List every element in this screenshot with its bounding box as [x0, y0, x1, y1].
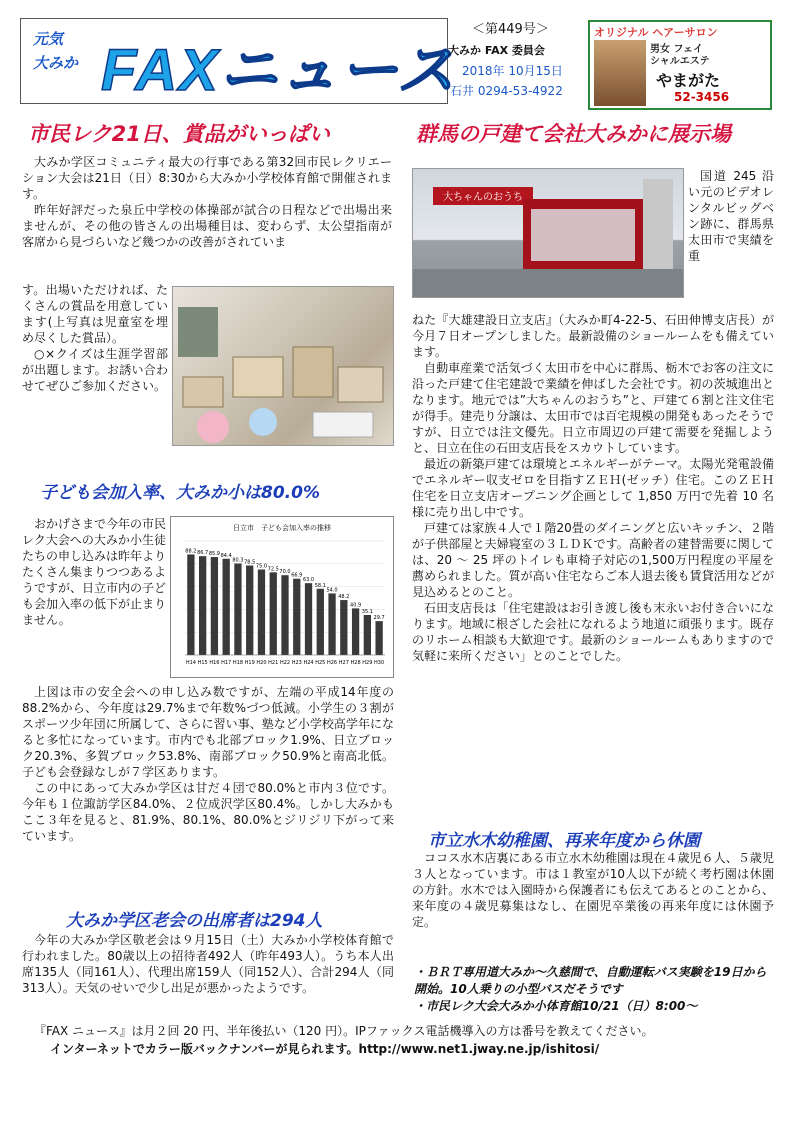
prizes-illustration [173, 287, 394, 446]
chart-category-label: H23 [291, 660, 302, 666]
chart-data-label: 75.0 [255, 563, 268, 570]
chart-bar [305, 583, 312, 655]
article4-p4: 戸建ては家族４人で１階20畳のダイニングと広いキッチン、２階が子供部屋と夫婦寝室の３ＬＤＫです。高齢者の建替需要に関しては、20 ～ 25 坪のトイレも車椅子対応の1,500万円程度の平屋を薦められました。質が高い住宅ならご本人退去後も賃貸活用などが見込めるとのこと。 [412, 521, 774, 599]
chart-data-label: 85.9 [208, 551, 220, 558]
chart-bar [199, 556, 206, 655]
chart-data-label: 70.0 [279, 569, 291, 576]
chart-bar [223, 559, 230, 655]
masthead-title: FAXニュース [101, 38, 457, 103]
article2-side [22, 516, 166, 628]
chart-bar [364, 615, 371, 655]
article2-body [22, 684, 394, 844]
article4-p1a: 国道 245 沿い元のビデオレンタルビッグベン跡に、群馬県太田市で実績を重 [688, 169, 774, 263]
chart-svg [171, 517, 393, 677]
article1-p2a: 昨年好評だった泉丘中学校の体操部が試合の日程などで出場出来ませんが、その他の皆さんの出場種目は、変わらず、太公望指南が客席から見づらいなど幾つかの改善がされていま [22, 203, 392, 249]
article1-side [22, 282, 168, 394]
masthead [20, 18, 457, 104]
chart-data-label: 40.9 [350, 602, 362, 609]
chart-category-label: H24 [303, 660, 314, 666]
notice-brt-bus: ・ＢＲＴ専用道大みか～久慈間で、自動運転バス実験を19日から開始。10人乗りの小型バスだそうです [414, 965, 767, 996]
chart-bar [246, 566, 253, 655]
article1-p2b: す。出場いただければ、たくさんの賞品を用意しています(上写真は児童室を埋め尽くした賞品）。 [22, 283, 168, 345]
prizes-photo [172, 286, 394, 446]
chart-bar [328, 593, 335, 655]
chart-data-label: 48.2 [338, 594, 350, 601]
chart-data-label: 58.1 [314, 582, 326, 589]
headline-kodomokai: 子ども会加入率、大みか小は80.0% [40, 483, 320, 503]
chart-data-label: 72.5 [267, 566, 279, 573]
contact-tel: 石井 0294-53-4922 [450, 84, 563, 98]
chart-category-label: H30 [374, 660, 385, 666]
ad-services: 男女 フェイ シャルエステ [650, 44, 710, 67]
chart-bar [293, 579, 300, 655]
chart-data-label: 88.2 [185, 548, 197, 555]
chart-bar [258, 570, 265, 656]
article5-body [412, 850, 774, 930]
chart-bar [234, 563, 241, 655]
chart-data-label: 66.9 [291, 572, 303, 579]
article4-p2: 自動車産業で活気づく太田市を中心に群馬、栃木でお客の注文に沿った戸建て住宅建設で業績を伸ばした会社です。初の茨城進出となります。地元では”大ちゃんのおうち”と、戸建て６割と注文住宅が得手。建売り分譲は、太田市では百宅規模の開発もあったそうですが、日立では注文優先。日立市周辺の戸建て需要を発掘しようと、日立在住の石田支店長をスカウトしています。 [412, 361, 774, 455]
headline-shimin-rec: 市民レク21日、賞品がいっぱい [28, 122, 330, 146]
article2-p2: 上図は市の安全会への申し込み数ですが、左端の平成14年度の88.2%から、今年度は29.7%まで年数%づつ低減。小学生の３割がスポーツ少年団に所属して、さらに習い事、塾など小学校高学年になると多忙になっています。市内でも北部ブロック1.9%、日立ブロック20.3%、多賀ブロック53.8%、南部ブロック50.9%と南高北低。子ども会登録なしが７学区あります。 [22, 685, 394, 779]
chart-category-label: H20 [256, 660, 267, 666]
chart-category-label: H28 [350, 660, 361, 666]
chart-category-label: H17 [221, 660, 232, 666]
showroom-sign: 大ちゃんのおうち [443, 192, 523, 203]
headline-mizuki-kindergarten: 市立水木幼稚園、再来年度から休園 [428, 831, 700, 851]
notice-shimin-rec: ・市民レク大会大みか小体育館10/21（日）8:00～ [414, 999, 698, 1013]
article4-side [688, 168, 774, 264]
chart-category-label: H15 [197, 660, 208, 666]
masthead-genki: 元気 大みか [33, 30, 79, 72]
committee-name: 大みか FAX 委員会 [448, 44, 545, 57]
article4-p1b: ねた『大雄建設日立支店』（大みか町4-22-5、石田伸博支店長）が今月７日オープンしました。最新設備のショールームをも備えています。 [412, 313, 774, 359]
headline-keirokai: 大みか学区老会の出席者は294人 [66, 911, 323, 931]
chart-bar [270, 572, 277, 655]
chart-category-label: H19 [244, 660, 255, 666]
chart-bar [317, 589, 324, 655]
chart-bar [187, 554, 194, 655]
chart-data-label: 54.0 [326, 587, 338, 594]
article4-p3: 最近の新築戸建ては環境とエネルギーがテーマ。太陽光発電設備でエネルギー収支ゼロを目指すＺＥＨ(ゼッチ）住宅。このＺＥＨ住宅を日立支店オープニング企画として 1,850 万円で先着 10 名様に売り出し中です。 [412, 457, 774, 519]
issue-date: 2018年 10月15日 [462, 64, 563, 78]
chart-category-label: H29 [362, 660, 373, 666]
article2-p3: この中にあって大みか学区は甘だ４団で80.0%と市内３位です。今年も１位諏訪学区84.0%、２位成沢学区80.4%。しかし大みかもここ３年を見ると、81.9%、80.1%、80.0%とジリジリ下がって来ています。 [22, 781, 394, 843]
kanyuritsu-chart [170, 516, 394, 678]
article2-p1: おかげさまで今年の市民レク大会への大みか小生徒たちの申し込みは昨年よりたくさん集まりつつあるようですが、日立市内の子ども会加入率の低下が止まりません。 [22, 517, 167, 627]
article4-p5: 石田支店長は「住宅建設はお引き渡し後も末永いお付き合いになります。地域に根ざした会社になれるよう地道に頑張ります。既存のリホーム相談も大歓迎です。最新のショールームもありますので気軽に来所ください」とのことでした。 [412, 601, 774, 663]
chart-bar [340, 600, 347, 655]
issue-number: ＜第449号＞ [472, 22, 549, 37]
chart-data-label: 29.7 [373, 615, 385, 622]
footer-website: インターネットでカラー版バックナンバーが見られます。http://www.net1.jway.ne.jp/ishitosi/ [50, 1042, 600, 1056]
article1-p1: 大みか学区コミュニティ最大の行事である第32回市民レクリエーション大会は21日（日）8:30から大みか小学校体育館で開催されます。 [22, 155, 392, 201]
ad-tagline: オリジナル ヘアーサロン [594, 26, 718, 39]
ad-phone: 52-3456 [674, 90, 730, 104]
chart-category-label: H16 [209, 660, 220, 666]
chart-bar [375, 621, 382, 655]
chart-category-label: H21 [268, 660, 279, 666]
showroom-photo [412, 168, 684, 298]
chart-data-label: 80.3 [232, 557, 244, 564]
chart-bar [352, 608, 359, 655]
footer-subscription: 『FAX ニュース』は月２回 20 円、半年後払い（120 円）。IPファックス電話機導入の方は番号を教えてください。 [34, 1024, 654, 1038]
headline-gunma-showroom: 群馬の戸建て会社大みかに展示場 [416, 122, 731, 146]
chart-category-label: H26 [326, 660, 338, 666]
article4-body [412, 312, 774, 664]
chart-data-label: 86.7 [197, 550, 209, 557]
chart-category-label: H14 [185, 660, 196, 666]
chart-data-label: 78.5 [244, 559, 256, 566]
article1-p3: ○×クイズは生涯学習部が出題します。お誘い合わせてぜひご参加ください。 [22, 347, 168, 393]
article3-body [22, 932, 394, 996]
ad-shop-name: やまがた [656, 71, 721, 90]
chart-category-label: H22 [279, 660, 291, 666]
chart-data-label: 84.4 [220, 552, 232, 559]
chart-category-label: H27 [338, 660, 349, 666]
salon-advertisement [588, 20, 772, 110]
chart-data-label: 63.0 [302, 577, 315, 584]
chart-bar [281, 575, 288, 655]
article3-p1: 今年の大みか学区敬老会は９月15日（土）大みか小学校体育館で行われました。80歳以上の招待者492人（昨年493人）。うち本人出席135人（同161人）、代理出席159人（同152人）、合計294人（同313人）。天気のせいで少し出足が悪かったようです。 [22, 933, 394, 995]
ad-storefront-photo [594, 40, 646, 106]
article5-p1: ココス水木店裏にある市立水木幼稚園は現在４歳児６人、５歳児３人となっています。市は１教室が10人以下が続く考朽園は休園の方針。水木では入園時から保護者にも伝えてあるとのことから、来年度の４歳児募集はなし、在園児卒業後の再来年度には休園予定。 [412, 851, 774, 929]
chart-bar [211, 557, 218, 655]
showroom-illustration [413, 169, 684, 298]
chart-data-label: 35.1 [361, 608, 373, 615]
notices [414, 964, 776, 1015]
article1-top [22, 154, 392, 250]
chart-title: 日立市 子ども会加入率の推移 [233, 524, 331, 532]
chart-category-label: H25 [315, 660, 326, 666]
chart-category-label: H18 [232, 660, 244, 666]
